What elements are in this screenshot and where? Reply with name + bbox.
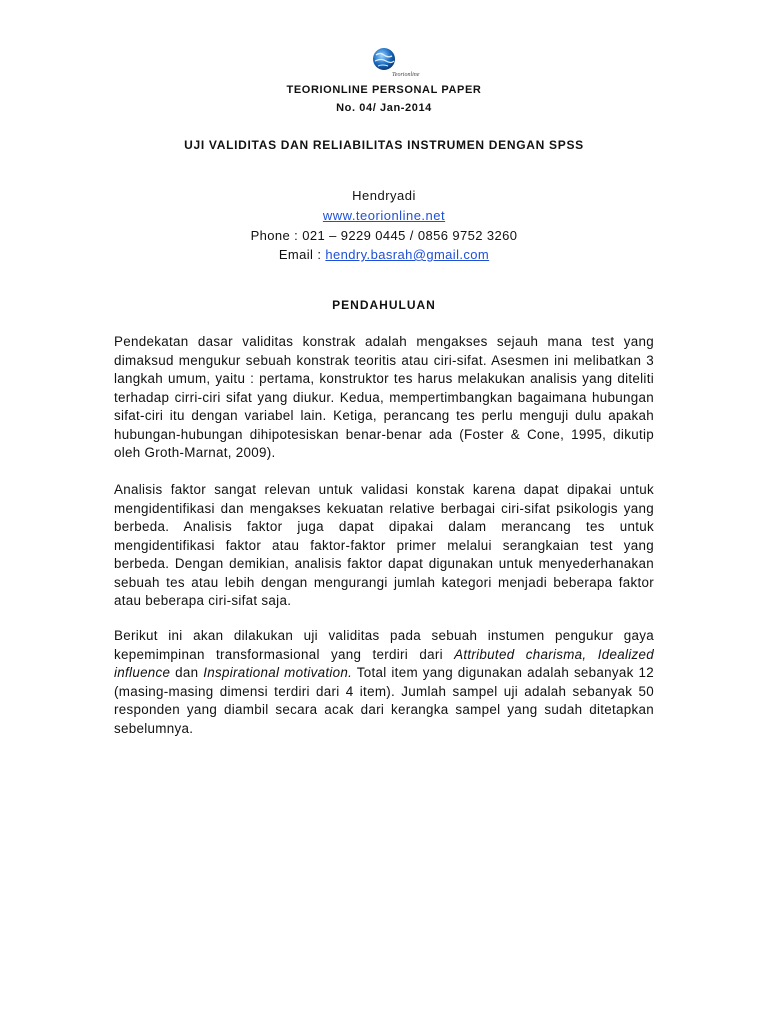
paragraph-3-part-3: Total item yang digunakan adalah sebanyak 12 (masing-masing dimensi terdiri dari 4 item). Jumlah sampel uji adalah sebanyak 50 responden yang diambil secara acak dari kerangka sampel yang sudah ditetapkan sebelumnya.: [114, 665, 654, 736]
email-link[interactable]: hendry.basrah@gmail.com: [325, 247, 490, 262]
phone-number: Phone : 021 – 9229 0445 / 0856 9752 3260: [250, 228, 518, 243]
paragraph-3-part-1: Berikut ini akan dilakukan uji validitas pada sebuah instumen pengukur gaya kepemimpinan transformasional yang terdiri dari: [114, 628, 654, 662]
website-link[interactable]: www.teorionline.net: [322, 208, 446, 223]
email-label: Email :: [278, 247, 326, 262]
paper-number: No. 04/ Jan-2014: [336, 102, 432, 114]
paragraph-3-italic-2: Inspirational motivation.: [203, 665, 353, 680]
document-title: UJI VALIDITAS DAN RELIABILITAS INSTRUMEN DENGAN SPSS: [184, 138, 584, 152]
logo-text: Teorionline: [392, 72, 420, 78]
section-heading: PENDAHULUAN: [332, 298, 436, 312]
paragraph-3: [114, 627, 654, 738]
paragraph-1: Pendekatan dasar validitas konstrak adalah mengakses sejauh mana test yang dimaksud mengukur sebuah konstrak teoritis atau ciri-sifat. Asesmen ini melibatkan 3 langkah umum, yaitu : pertama, konstruktor tes harus melakukan analisis yang diteliti terhadap cirri-ciri sifat yang diukur. Kedua, mempertimbangkan bagaimana hubungan sifat-ciri itu dengan variabel lain. Ketiga, perancang tes perlu menguji dulu apakah hubungan-hubungan dihipotesiskan benar-benar ada (Foster & Cone, 1995, dikutip oleh Groth-Marnat, 2009).: [114, 334, 654, 460]
paragraph-3-part-2: dan: [170, 665, 204, 680]
email-line: [0, 247, 768, 262]
author-name: Hendryadi: [352, 188, 416, 203]
paragraph-2: Analisis faktor sangat relevan untuk validasi konstak karena dapat dipakai untuk mengidentifikasi dan mengakses kekuatan relative berbagai ciri-sifat psikologis yang berbeda. Analisis faktor juga dapat dipakai dalam merancang tes untuk mengidentifikasi faktor atau faktor-faktor primer melalui serangkaian test yang berbeda. Dengan demikian, analisis faktor dapat digunakan untuk menyederhanakan sebuah tes atau lebih dengan mengurangi jumlah kategori menjadi beberapa faktor atau beberapa ciri-sifat saja.: [114, 482, 654, 608]
paragraph-3-italic-1: Attributed charisma, Idealized influence: [114, 646, 655, 680]
paper-series-title: TEORIONLINE PERSONAL PAPER: [286, 84, 482, 96]
